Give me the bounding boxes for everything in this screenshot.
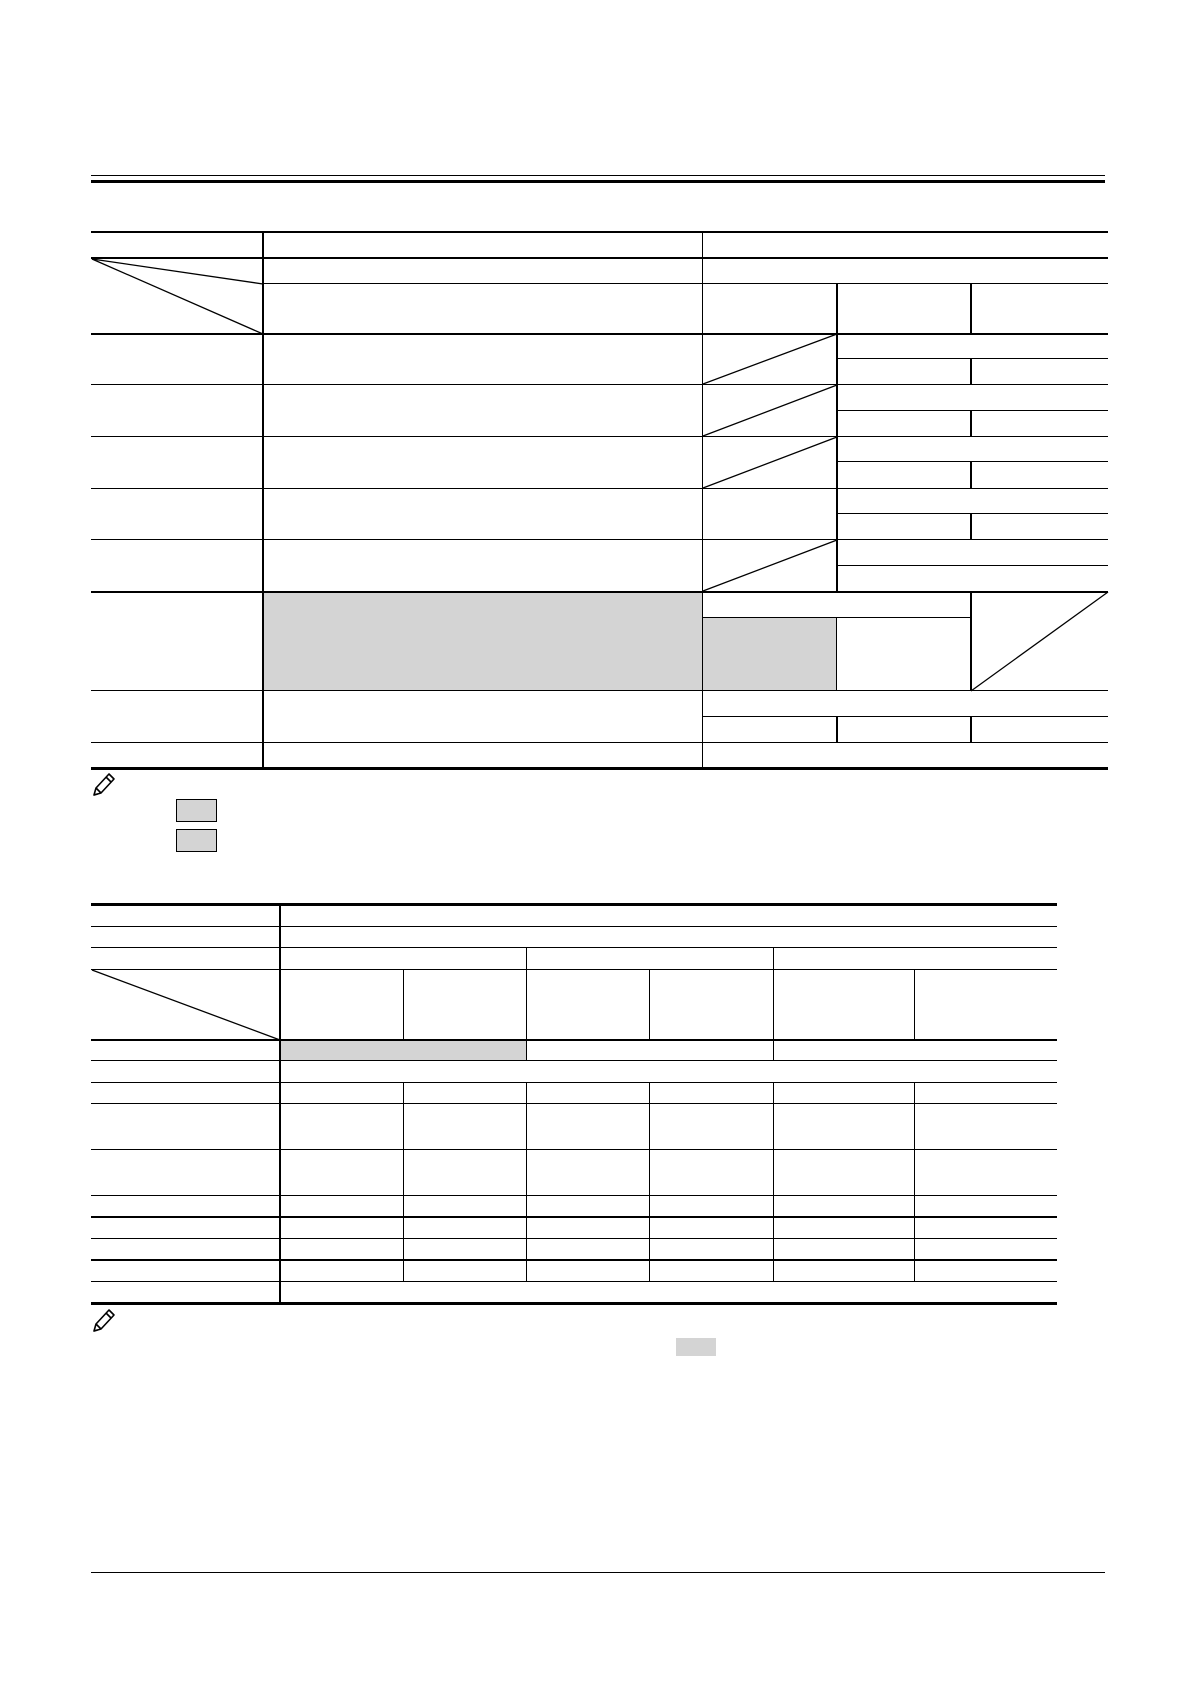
pencil-note-icon bbox=[91, 1306, 117, 1334]
table1-corner-diagonal bbox=[92, 259, 263, 284]
legend-swatch-inline bbox=[676, 1338, 716, 1356]
table1-diagonal bbox=[703, 334, 837, 384]
table1-corner-diagonal bbox=[92, 259, 263, 334]
footer-rule bbox=[91, 1572, 1105, 1573]
table1-diagonal bbox=[703, 540, 837, 591]
table1-diagonal bbox=[703, 385, 837, 436]
table1-diagonal bbox=[703, 437, 837, 488]
table1-diagonal bbox=[971, 592, 1108, 691]
table2-corner-diagonal bbox=[92, 970, 280, 1040]
